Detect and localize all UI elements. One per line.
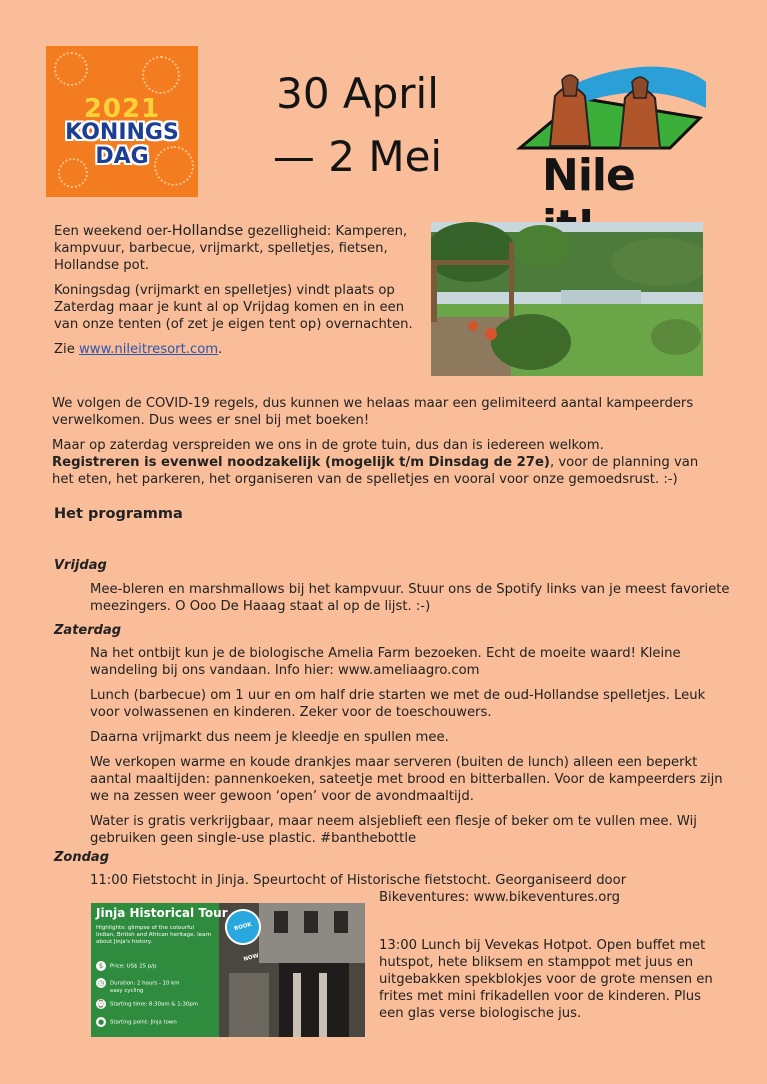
event-date-heading [250,62,465,188]
clock-icon: ◷ [97,979,105,987]
intro-paragraph-1 [54,223,426,274]
logo-year: 2021 [83,94,161,124]
saturday-paragraph-3: Daarna vrijmarkt dus neem je kleedje en spullen mee. [90,730,449,745]
friday-text: Mee-bleren en marshmallows bij het kampvuur. Stuur ons de Spotify links van je meest favoriete meezingers. O Ooo De Haaag staat al op de lijst. :-) [90,582,730,614]
location-pin-icon: ● [97,1018,105,1026]
tour-price [96,961,156,971]
koningsdag-logo [46,46,198,197]
time-icon: ⌚ [96,1000,106,1008]
saturday-heading: Zaterdag [54,623,122,638]
tour-starting-point-text: Starting point: Jinja town [110,1019,177,1026]
logo-line-konings: KONINGS [65,120,179,145]
virus-decoration [54,52,88,86]
tour-price-text: Price: US$ 25 p/p [110,963,157,970]
tour-duration-sub: easy cycling [110,988,144,994]
saturday-paragraph-4: We verkopen warme en koude drankjes maar serveren (buiten de lunch) alleen een beperkt aantal maaltijden: pannenkoeken, sateetje met brood en bitterballen. Voor de kampeerders zijn we na zessen weer gewoon ‘open’ voor de avondmaaltijd. [90,755,723,804]
intro-p1-hollandse: Hollandse [171,223,244,239]
intro-p1-rest: gezelligheid: Kamperen, kampvuur, barbecue, vrijmarkt, spelletjes, fietsen, Hollandse pot. [54,224,408,273]
intro-p3-suffix: . [218,342,223,357]
sunday-heading: Zondag [54,850,109,865]
sunday-bike-tour-text: 11:00 Fietstocht in Jinja. Speurtocht of Historische fietstocht. Georganiseerd door [90,873,627,888]
tour-duration-text: Duration: 2 hours - 10 km [110,980,180,987]
saturday-paragraph-5: Water is gratis verkrijgbaar, maar neem alsjeblieft een flesje of beker om te vullen mee. Wij gebruiken geen single-use plastic. #banthebottle [90,814,697,846]
nile-it-wordmark: Nile [542,150,635,201]
tour-starting-time-text: Starting time: 8:30am & 1:30pm [110,1001,198,1008]
resort-garden-photo [431,222,703,376]
virus-decoration [142,56,180,94]
intro-text [54,223,426,366]
tour-title: Jinja Historical Tour [96,906,228,920]
person-left-icon [562,75,578,96]
intro-p1-start: Een weekend oer- [54,224,172,239]
intro-p3-prefix: Zie [54,342,80,357]
covid-paragraph-2 [52,437,722,488]
covid-paragraph-1: We volgen de COVID-19 regels, dus kunnen we helaas maar een gelimiteerd aantal kampeerders verwelkomen. Dus wees er snel bij met boeken! [52,396,694,428]
date-line-2: — 2 Mei [272,132,443,181]
website-link[interactable]: www.nileitresort.com [79,342,219,357]
tour-starting-time [96,999,198,1009]
covid-notice [52,395,722,496]
intro-paragraph-2: Koningsdag (vrijmarkt en spelletjes) vindt plaats op Zaterdag maar je kunt al op Vrijdag komen en in een van onze tenten (of zet je eigen tent op) overnachten. [54,283,413,332]
registration-required-notice: Registreren is evenwel noodzakelijk (mogelijk t/m Dinsdag de 27e) [52,455,550,470]
friday-heading: Vrijdag [54,558,107,573]
saturday-paragraph-1: Na het ontbijt kun je de biologische Amelia Farm bezoeken. Echt de moeite waard! Kleine wandeling bij ons vandaan. Info hier: www.ameliaagro.com [90,646,681,678]
logo-line-dag: DAG [95,144,149,169]
tour-highlights: Highlights: glimpse of the colourful Indian, British and African heritage, learn about Jinja's history. [96,925,212,945]
person-right-icon [632,77,648,98]
jinja-tour-flyer [91,903,365,1037]
covid-p2-rest: , voor de planning van het eten, het parkeren, het organiseren van de spelletjes en vooral voor onze gemoedsrust. :-) [52,455,699,487]
date-line-1: 30 April [276,69,439,118]
sunday-lunch-text: 13:00 Lunch bij Vevekas Hotpot. Open buffet met hutspot, hete bliksem en stamppot met juus en uitgebakken spekblokjes voor de grote mensen en frites met mini frikadellen voor de kinderen. Plus een glas verse biologische jus. [379,938,713,1021]
tour-starting-point [96,1017,177,1027]
price-tag-icon: $ [96,961,106,971]
sunday-bike-tour-link: Bikeventures: www.bikeventures.org [379,890,620,905]
saturday-text [90,645,730,855]
lawn-shape [520,98,700,148]
saturday-paragraph-2: Lunch (barbecue) om 1 uur en om half drie starten we met de oud-Hollandse spelletjes. Leuk voor volwassenen en kinderen. Zeker voor de toeschouwers. [90,688,706,720]
intro-paragraph-3 [54,341,426,358]
covid-p2-start: Maar op zaterdag verspreiden we ons in de grote tuin, dus dan is iedereen welkom. [52,438,604,453]
book-now-badge[interactable]: BOOK NOW [221,905,265,949]
program-heading: Het programma [54,506,183,522]
tour-duration [96,978,180,995]
